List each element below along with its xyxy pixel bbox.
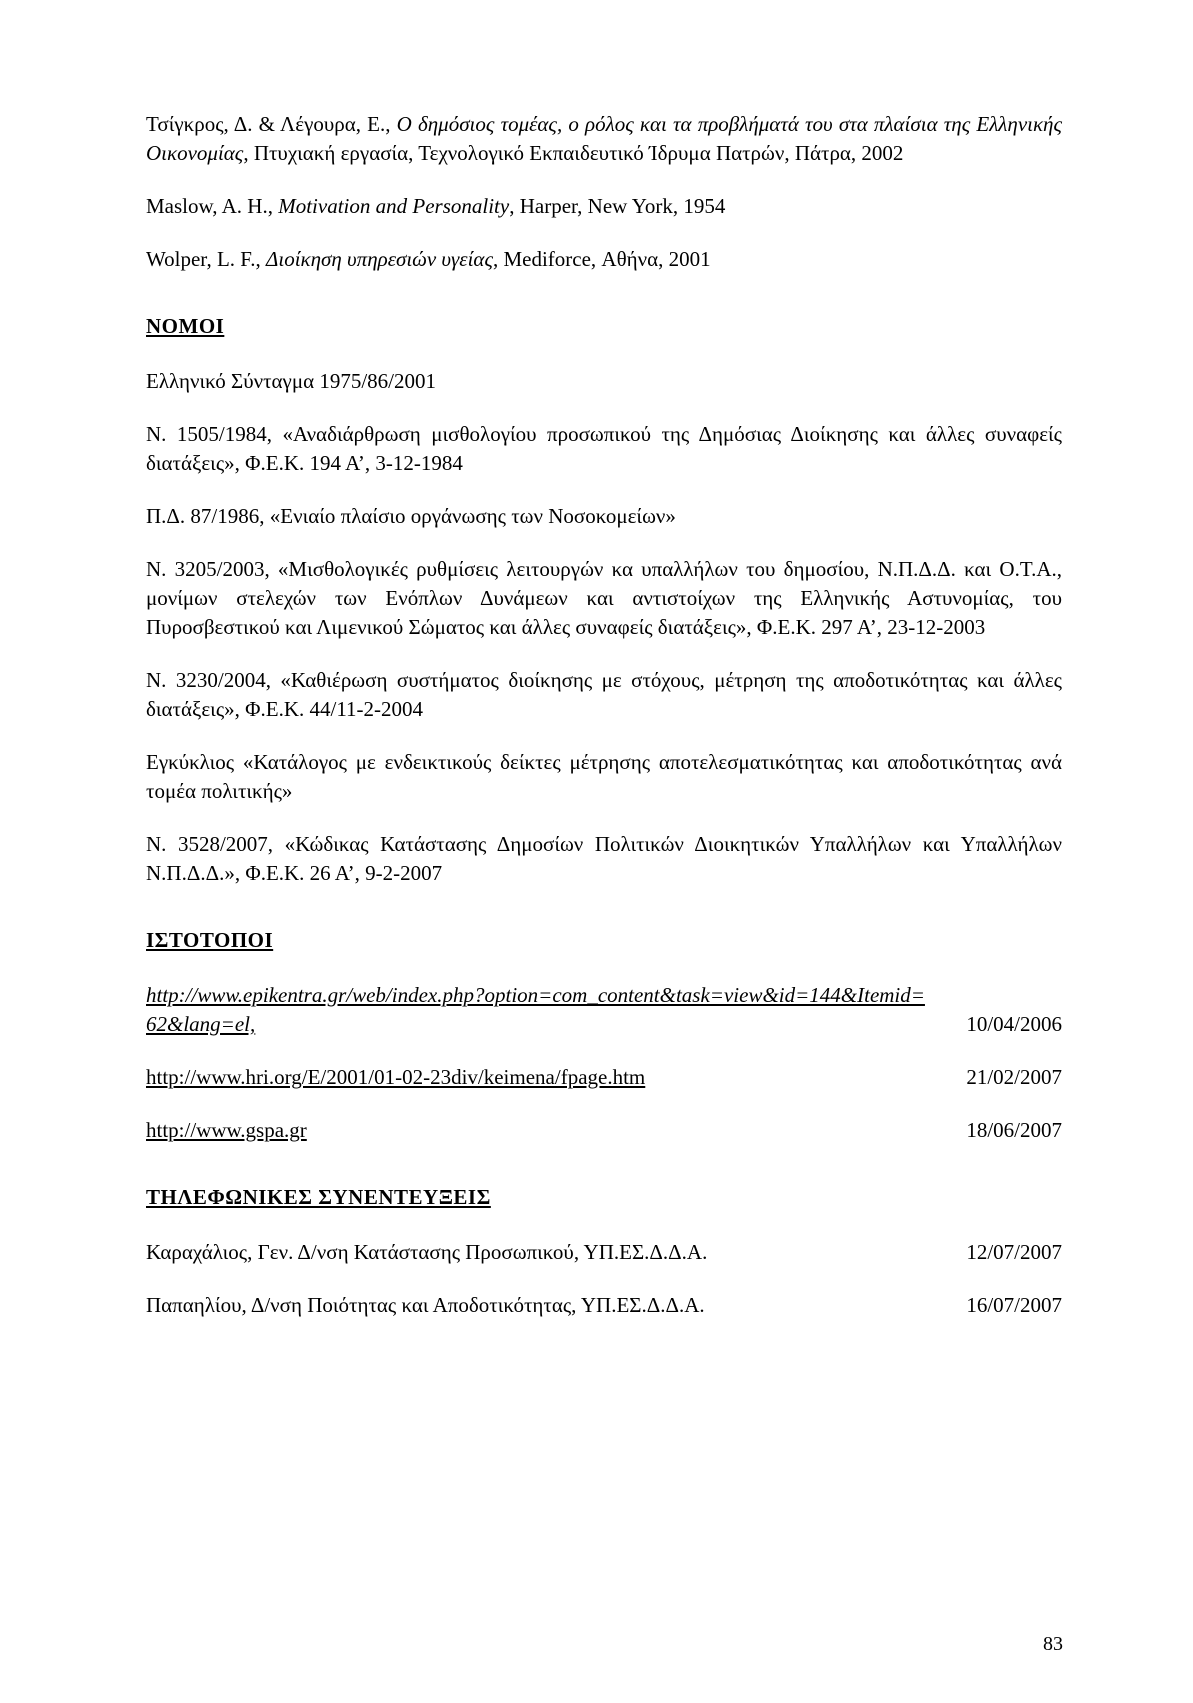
interview-entry bbox=[146, 1238, 1062, 1267]
reference-author: Τσίγκρος, Δ. & Λέγουρα, Ε., bbox=[146, 112, 397, 136]
reference-details: , Harper, New York, 1954 bbox=[509, 194, 726, 218]
law-entry: Ελληνικό Σύνταγμα 1975/86/2001 bbox=[146, 369, 437, 393]
law-entry: Εγκύκλιος «Κατάλογος με ενδεικτικούς δείκτες μέτρησης αποτελεσματικότητας και αποδοτικότητας ανά τομέα πολιτικής» bbox=[146, 750, 1062, 803]
reference-entry bbox=[146, 192, 1062, 221]
interview-source: Καραχάλιος, Γεν. Δ/νση Κατάστασης Προσωπικού, ΥΠ.ΕΣ.Δ.Δ.Α. bbox=[146, 1240, 708, 1264]
page-number: 83 bbox=[1043, 1633, 1063, 1655]
website-access-date: 21/02/2007 bbox=[966, 1065, 1062, 1089]
law-entry: Ν. 1505/1984, «Αναδιάρθρωση μισθολογίου προσωπικού της Δημόσιας Διοίκησης και άλλες συναφείς διατάξεις», Φ.Ε.Κ. 194 Α’, 3-12-1984 bbox=[146, 422, 1062, 475]
reference-details: , Πτυχιακή εργασία, Τεχνολογικό Εκπαιδευτικό Ίδρυμα Πατρών, Πάτρα, 2002 bbox=[243, 141, 904, 165]
bibliography-page bbox=[146, 110, 1062, 1344]
law-entry: Ν. 3205/2003, «Μισθολογικές ρυθμίσεις λειτουργών κα υπαλλήλων του δημοσίου, Ν.Π.Δ.Δ. και Ο.Τ.Α., μονίμων στελεχών των Ενόπλων Δυνάμεων και αντιστοίχων της Ελληνικής Αστυνομίας, του Πυροσβεστικού και Λιμενικού Σώματος και άλλες συναφείς διατάξεις», Φ.Ε.Κ. 297 Α’, 23-12-2003 bbox=[146, 557, 1062, 639]
website-link[interactable]: http://www.hri.org/E/2001/01-02-23div/keimena/fpage.htm bbox=[146, 1065, 646, 1089]
interview-source: Παπαηλίου, Δ/νση Ποιότητας και Αποδοτικότητας, ΥΠ.ΕΣ.Δ.Δ.Α. bbox=[146, 1293, 705, 1317]
interview-date: 12/07/2007 bbox=[966, 1240, 1062, 1264]
website-link[interactable]: http://www.gspa.gr bbox=[146, 1118, 307, 1142]
website-access-date: 18/06/2007 bbox=[966, 1118, 1062, 1142]
website-access-date: 10/04/2006 bbox=[966, 1012, 1062, 1036]
reference-title: Ο δημόσιος τομέας, ο ρόλος και τα προβλήματά του στα πλαίσια της Ελληνικής Οικονομίας bbox=[146, 112, 1062, 165]
reference-title: Διοίκηση υπηρεσιών υγείας bbox=[266, 247, 493, 271]
interview-entry bbox=[146, 1291, 1062, 1320]
law-entry: Ν. 3230/2004, «Καθιέρωση συστήματος διοίκησης με στόχους, μέτρηση της αποδοτικότητας και άλλες διατάξεις», Φ.Ε.Κ. 44/11-2-2004 bbox=[146, 668, 1062, 721]
website-link[interactable]: http://www.epikentra.gr/web/index.php?option=com_content&task=view&id=144&Itemid=62&lang=el, bbox=[146, 983, 925, 1036]
website-entry bbox=[146, 981, 1062, 1039]
reference-entry bbox=[146, 245, 1062, 274]
laws-heading: ΝΟΜΟΙ bbox=[146, 314, 225, 338]
website-entry bbox=[146, 1063, 1062, 1092]
reference-entry bbox=[146, 110, 1062, 168]
interviews-heading: ΤΗΛΕΦΩΝΙΚΕΣ ΣΥΝΕΝΤΕΥΞΕΙΣ bbox=[146, 1185, 491, 1209]
websites-heading: ΙΣΤΟΤΟΠΟΙ bbox=[146, 928, 274, 952]
law-entry: Π.Δ. 87/1986, «Ενιαίο πλαίσιο οργάνωσης των Νοσοκομείων» bbox=[146, 504, 676, 528]
reference-author: Maslow, A. H., bbox=[146, 194, 279, 218]
reference-author: Wolper, L. F., bbox=[146, 247, 267, 271]
interview-date: 16/07/2007 bbox=[966, 1293, 1062, 1317]
reference-details: , Mediforce, Αθήνα, 2001 bbox=[492, 247, 711, 271]
reference-title: Motivation and Personality bbox=[278, 194, 510, 218]
law-entry: Ν. 3528/2007, «Κώδικας Κατάστασης Δημοσίων Πολιτικών Διοικητικών Υπαλλήλων και Υπαλλήλων Ν.Π.Δ.Δ.», Φ.Ε.Κ. 26 Α’, 9-2-2007 bbox=[146, 832, 1062, 885]
website-entry bbox=[146, 1116, 1062, 1145]
